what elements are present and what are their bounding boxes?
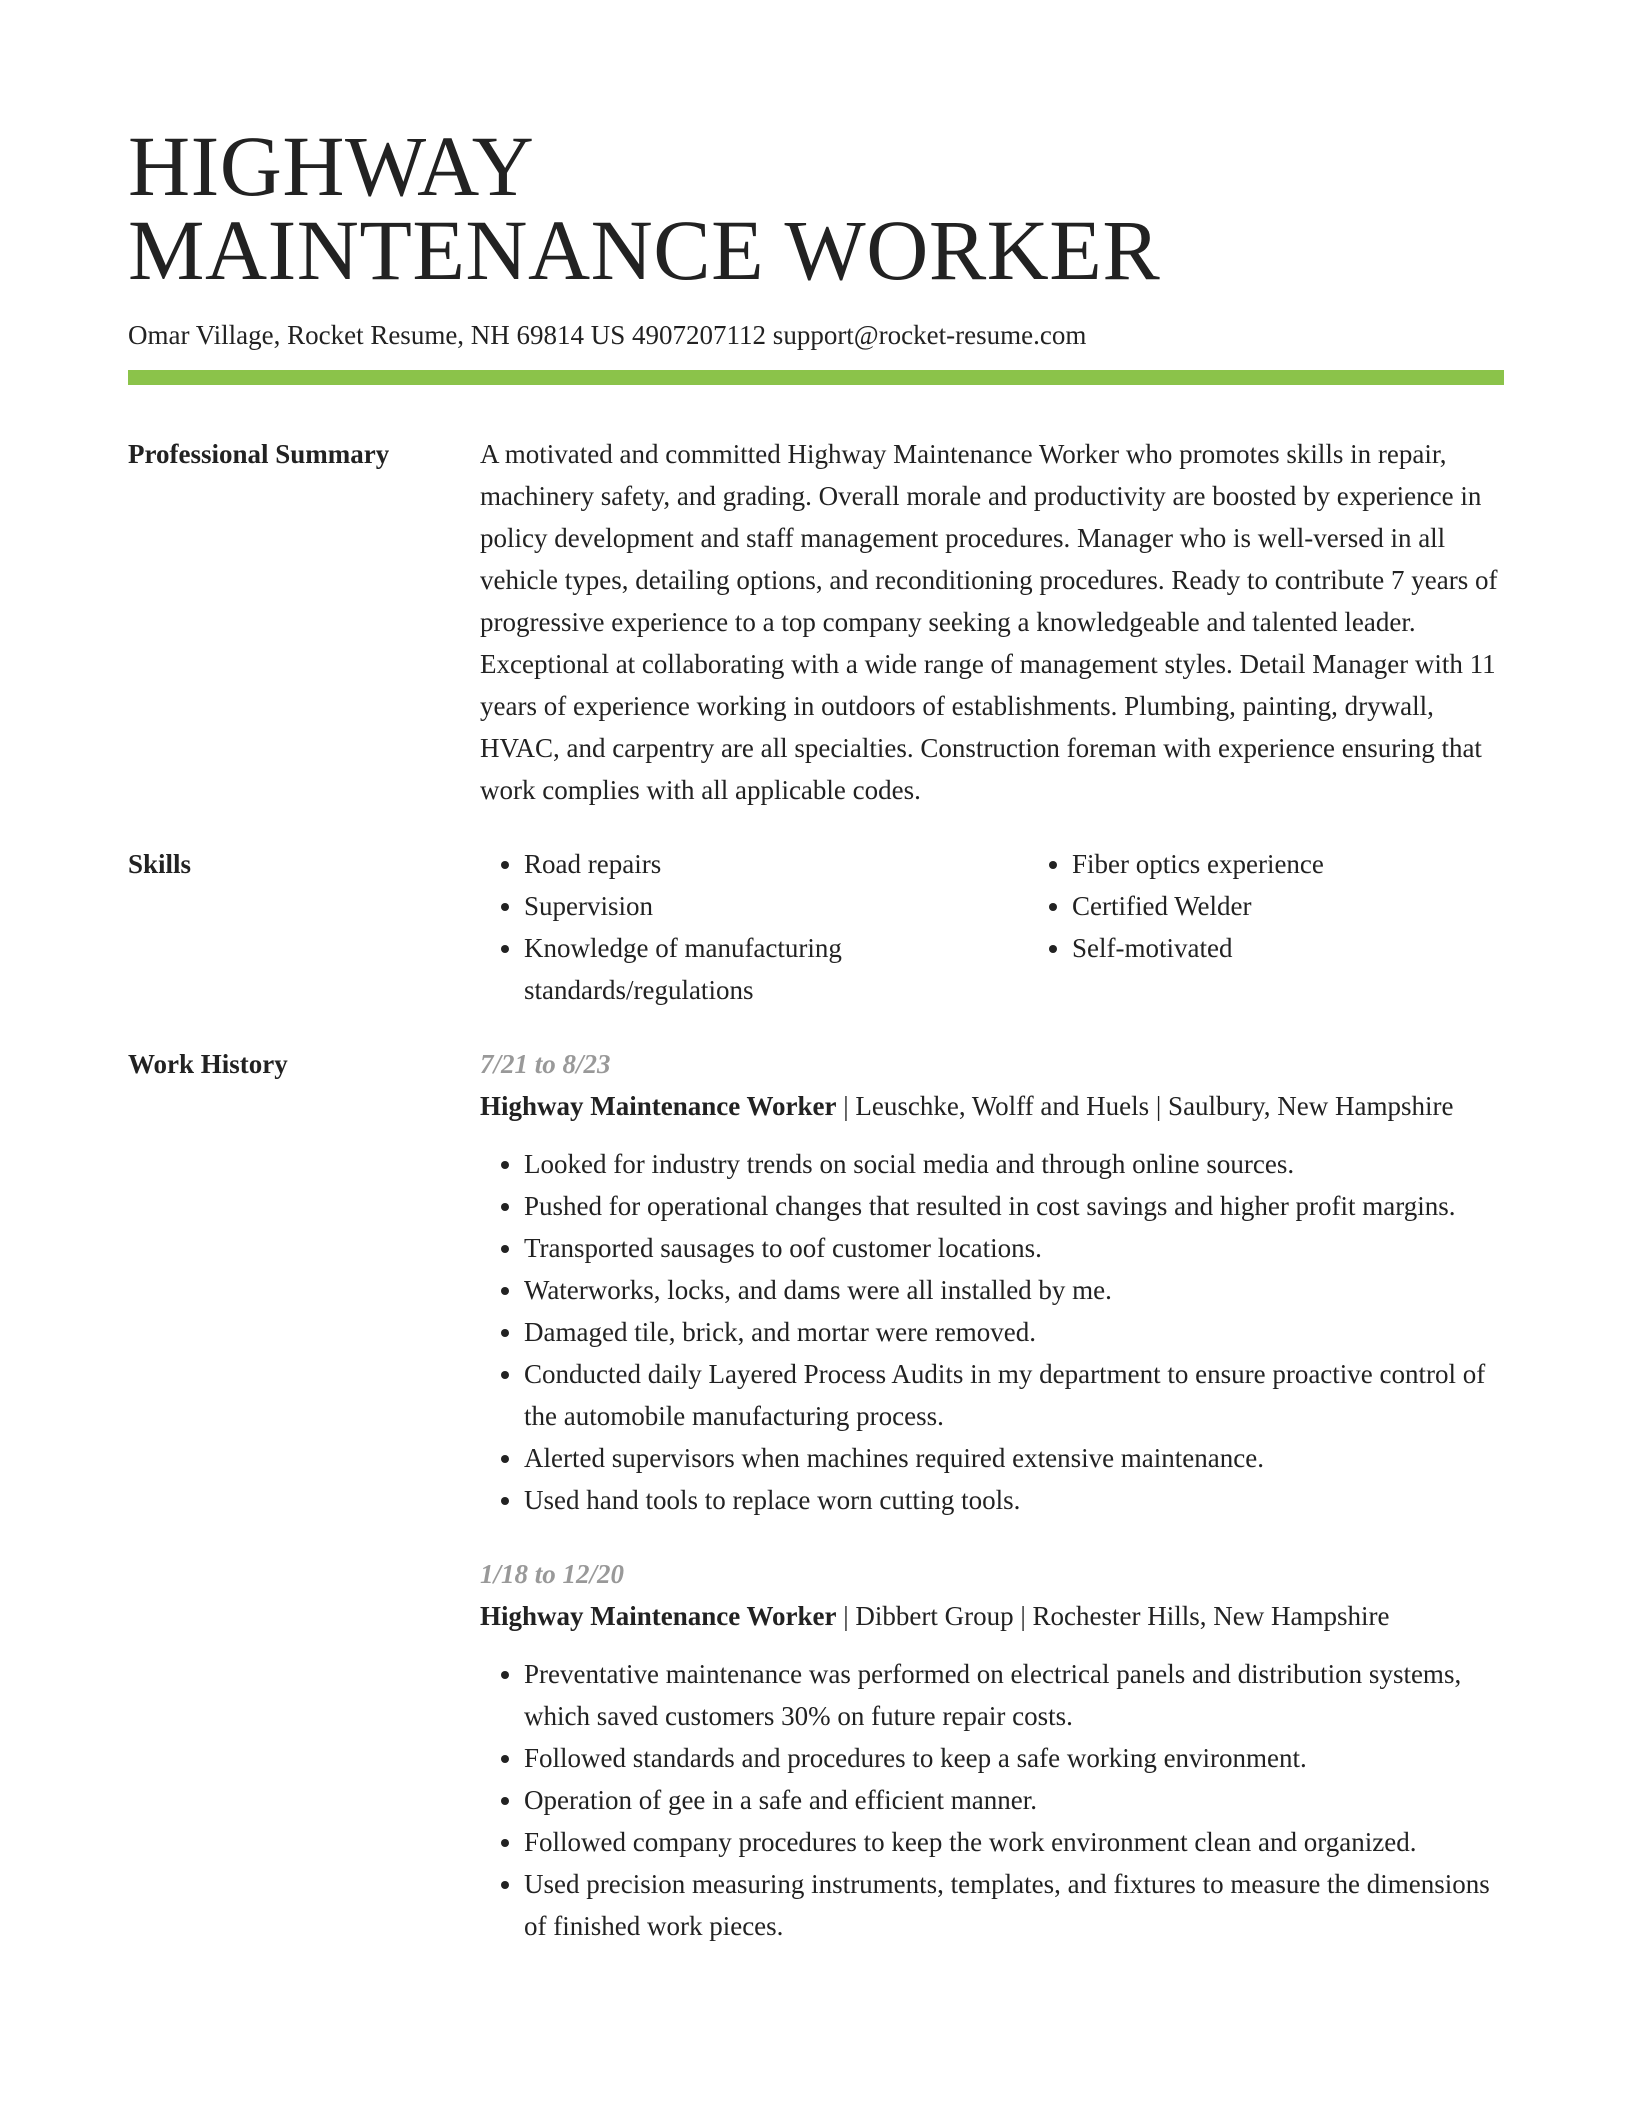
job-bullet: • Operation of gee in a safe and efficient manner.: [524, 1779, 1504, 1821]
job-bullet: • Alerted supervisors when machines required extensive maintenance.: [524, 1437, 1504, 1479]
job-title: Highway Maintenance Worker: [480, 1601, 837, 1631]
job-bullet: • Waterworks, locks, and dams were all installed by me.: [524, 1269, 1504, 1311]
job-bullet: • Conducted daily Layered Process Audits in my department to ensure proactive control of the automobile manufacturing process.: [524, 1353, 1504, 1437]
job-bullets: [480, 1143, 1504, 1521]
skills-columns: [480, 843, 1576, 1011]
work-history-section: [128, 1043, 1504, 1947]
work-history-body: [480, 1043, 1504, 1947]
job-bullet: • Looked for industry trends on social media and through online sources.: [524, 1143, 1504, 1185]
job-bullets: [480, 1653, 1504, 1947]
skills-list-left: [480, 843, 1028, 1011]
skill-item: • Self-motivated: [1072, 927, 1576, 969]
resume-page: [128, 0, 1504, 1947]
skills-heading: Skills: [128, 849, 192, 879]
job-details: | Leuschke, Wolff and Huels | Saulbury, New Hampshire: [836, 1091, 1454, 1121]
skills-body: [480, 843, 1576, 1011]
job-details: | Dibbert Group | Rochester Hills, New Hampshire: [836, 1601, 1390, 1631]
skills-section: [128, 843, 1504, 1011]
summary-text: A motivated and committed Highway Maintenance Worker who promotes skills in repair, machinery safety, and grading. Overall morale and productivity are boosted by experience in policy development and staff management procedures. Manager who is well-versed in all vehicle types, detailing options, and reconditioning procedures. Ready to contribute 7 years of progressive experience to a top company seeking a knowledgeable and talented leader. Exceptional at collaborating with a wide range of management styles. Detail Manager with 11 years of experience working in outdoors of establishments. Plumbing, painting, drywall, HVAC, and carpentry are all specialties. Construction foreman with experience ensuring that work complies with all applicable codes.: [480, 439, 1498, 805]
job-bullet: • Followed company procedures to keep the work environment clean and organized.: [524, 1821, 1504, 1863]
skill-item: • Fiber optics experience: [1072, 843, 1576, 885]
job-dates: 1/18 to 12/20: [480, 1559, 625, 1589]
title-line-2: MAINTENANCE WORKER: [128, 202, 1161, 298]
accent-divider: [128, 370, 1504, 385]
summary-section: [128, 433, 1504, 811]
job-bullet: • Followed standards and procedures to keep a safe working environment.: [524, 1737, 1504, 1779]
skills-list-right: [1028, 843, 1576, 1011]
job-bullet: • Damaged tile, brick, and mortar were removed.: [524, 1311, 1504, 1353]
title-line-1: HIGHWAY: [128, 118, 535, 214]
skill-item: • Road repairs: [524, 843, 1028, 885]
work-history-heading: Work History: [128, 1049, 288, 1079]
job-heading: [480, 1595, 1504, 1637]
job-bullet: • Used precision measuring instruments, templates, and fixtures to measure the dimensions of finished work pieces.: [524, 1863, 1504, 1947]
job-title: Highway Maintenance Worker: [480, 1091, 837, 1121]
job-heading: [480, 1085, 1504, 1127]
job-bullet: • Pushed for operational changes that resulted in cost savings and higher profit margins.: [524, 1185, 1504, 1227]
job-dates: 7/21 to 8/23: [480, 1049, 611, 1079]
job-bullet: • Used hand tools to replace worn cutting tools.: [524, 1479, 1504, 1521]
skill-item: • Supervision: [524, 885, 1028, 927]
job-bullet: • Transported sausages to oof customer locations.: [524, 1227, 1504, 1269]
summary-heading: Professional Summary: [128, 439, 390, 469]
job-entry: [480, 1043, 1504, 1521]
skill-item: • Knowledge of manufacturing standards/regulations: [524, 927, 1028, 1011]
job-bullet: • Preventative maintenance was performed on electrical panels and distribution systems, which saved customers 30% on future repair costs.: [524, 1653, 1504, 1737]
job-entry: [480, 1553, 1504, 1947]
contact-line: Omar Village, Rocket Resume, NH 69814 US 4907207112 support@rocket-resume.com: [128, 320, 1087, 350]
skill-item: • Certified Welder: [1072, 885, 1576, 927]
resume-title: [128, 0, 1504, 298]
